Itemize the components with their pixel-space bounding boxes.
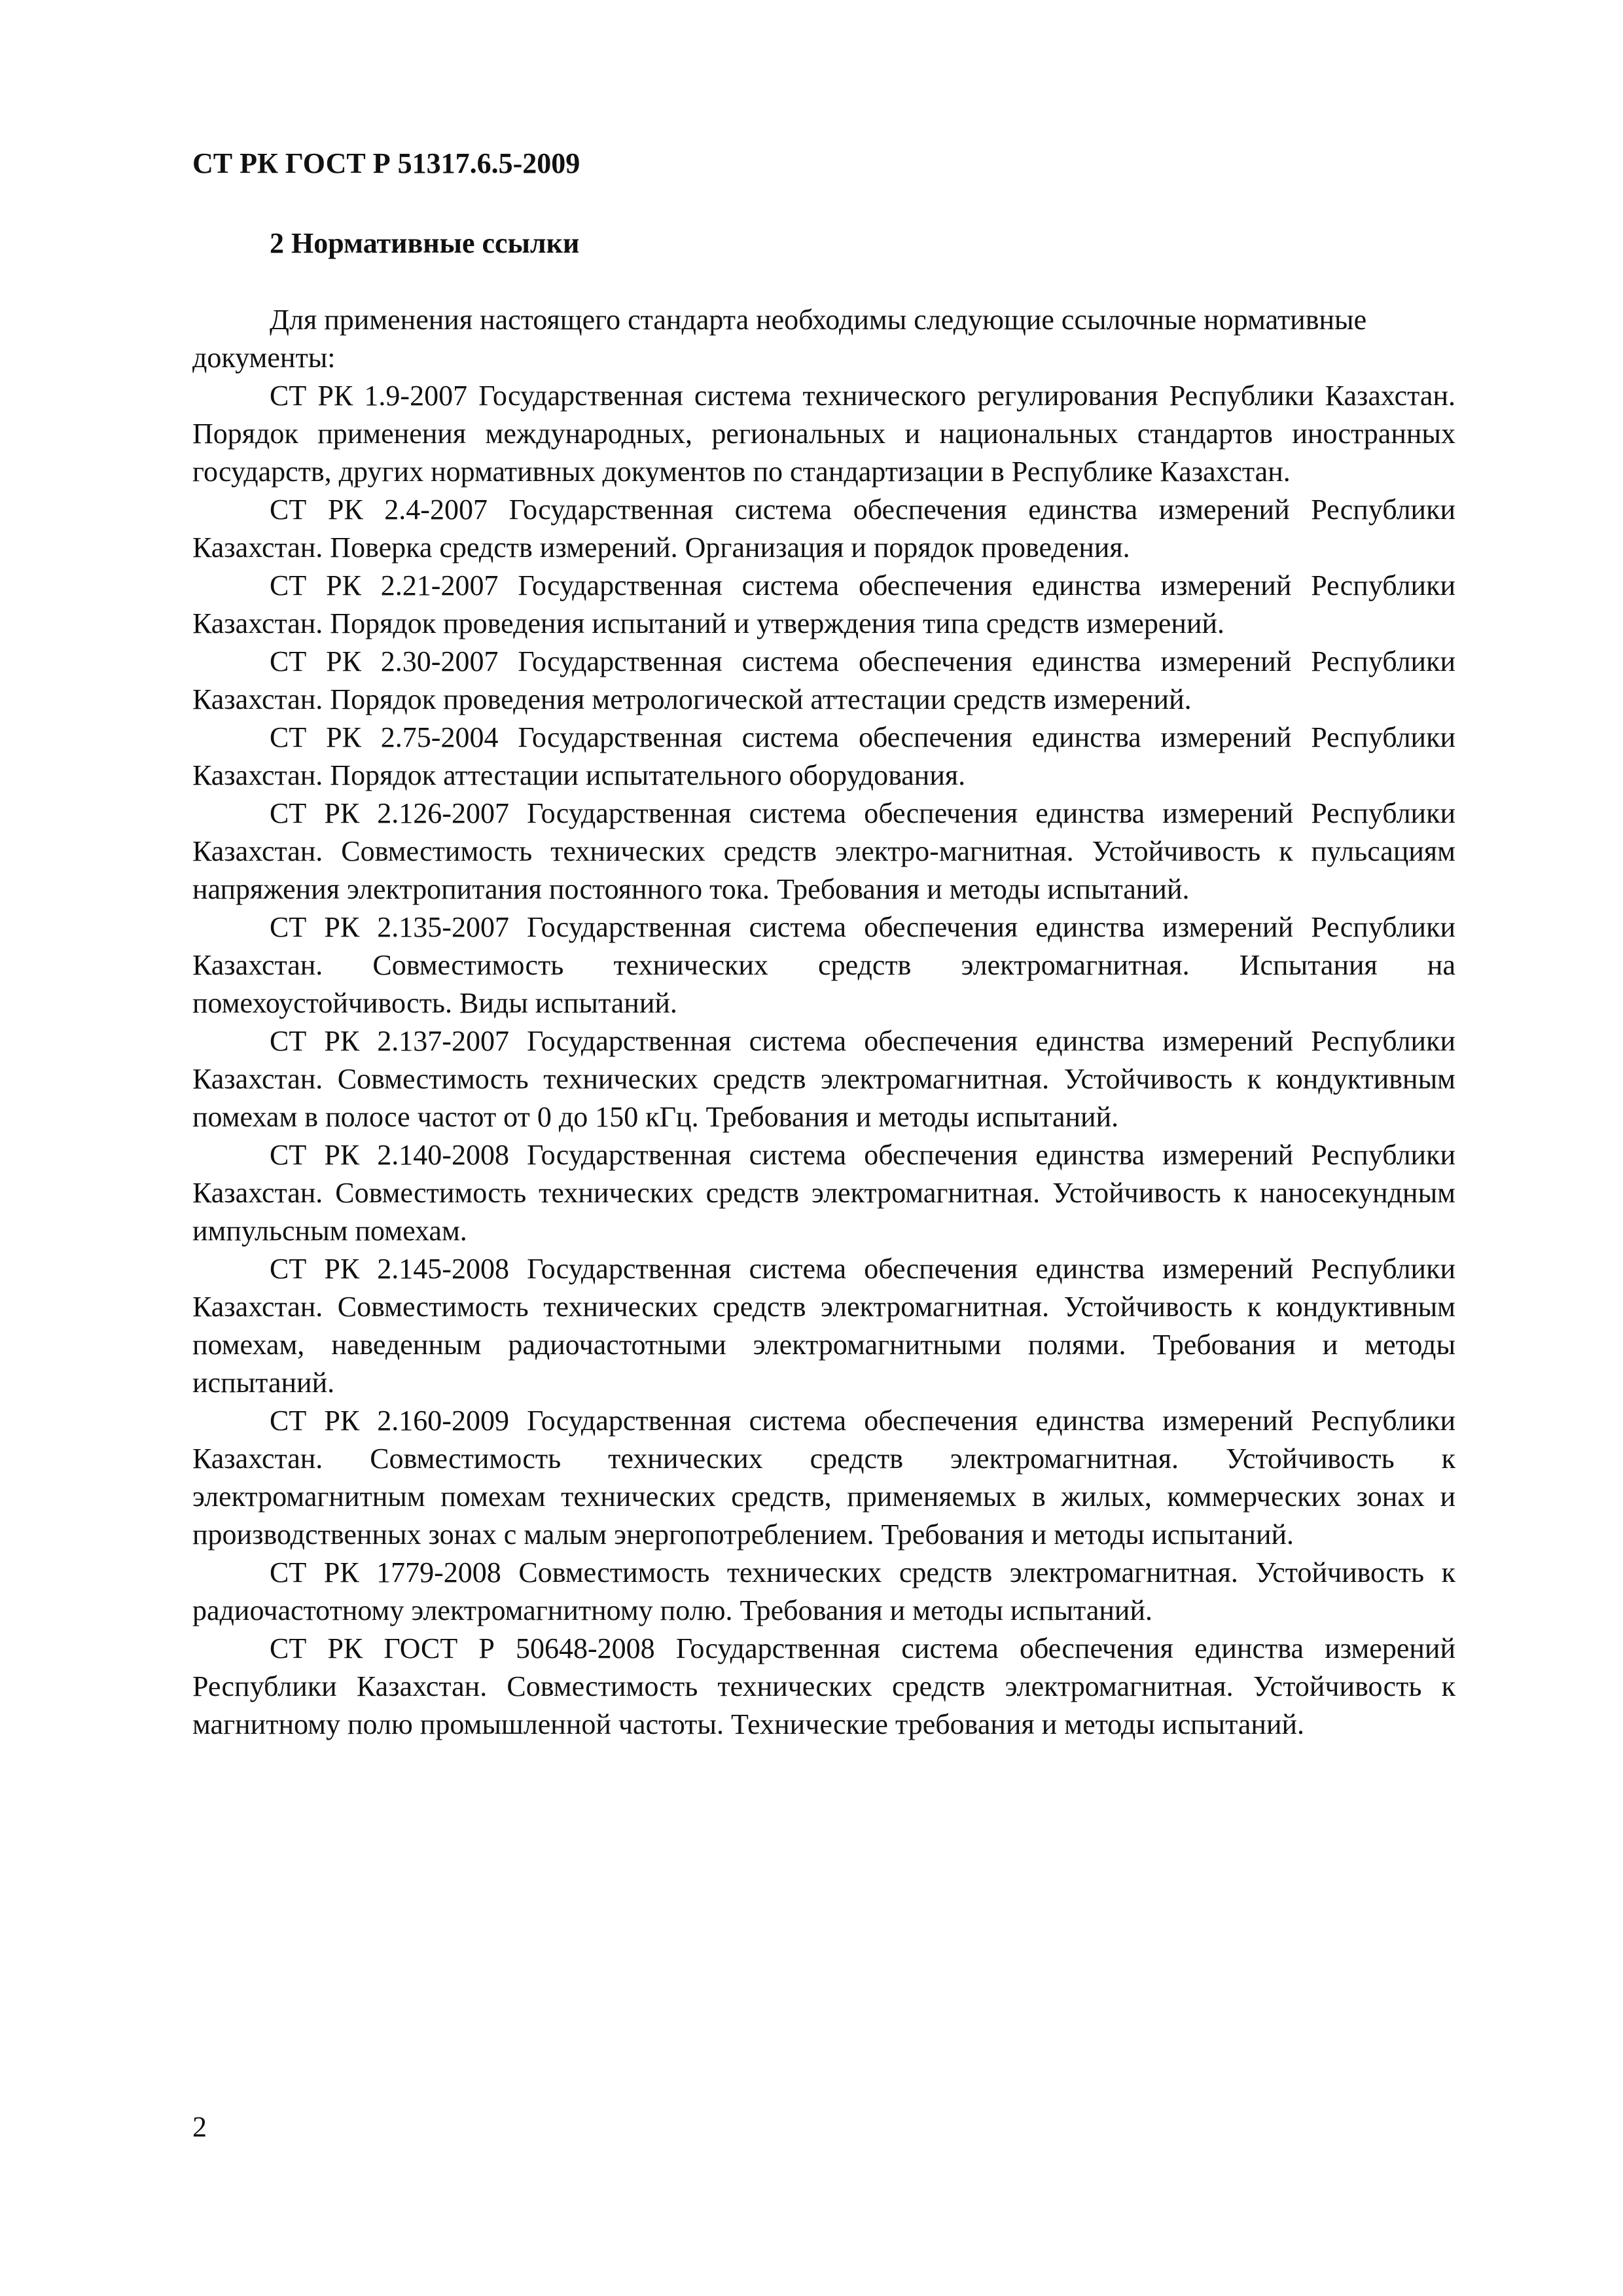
reference-st-rk-1779-2008: СТ РК 1779-2008 Совместимость технических средств электромагнитная. Устойчивость к радиочастотному электромагнитному полю. Требования и методы испытаний. — [192, 1556, 1455, 1626]
reference-st-rk-2-145-2008: СТ РК 2.145-2008 Государственная система обеспечения единства измерений Республики Казахстан. Совместимость технических средств электромагнитная. Устойчивость к кондуктивным помехам, наведенным радиочастотными электромагнитными полями. Требования и методы испытаний. — [192, 1253, 1455, 1399]
reference-st-rk-2-126-2007: СТ РК 2.126-2007 Государственная система обеспечения единства измерений Республики Казахстан. Совместимость технических средств электро-магнитная. Устойчивость к пульсациям напряжения электропитания постоянного тока. Требования и методы испытаний. — [192, 797, 1455, 905]
reference-st-rk-2-30-2007: СТ РК 2.30-2007 Государственная система обеспечения единства измерений Республики Казахстан. Порядок проведения метрологической аттестации средств измерений. — [192, 645, 1455, 715]
reference-st-rk-2-4-2007: СТ РК 2.4-2007 Государственная система обеспечения единства измерений Республики Казахстан. Поверка средств измерений. Организация и порядок проведения. — [192, 493, 1455, 564]
references-body — [192, 301, 1455, 1744]
document-code-header: СТ РК ГОСТ Р 51317.6.5-2009 — [192, 147, 580, 179]
reference-st-rk-2-21-2007: СТ РК 2.21-2007 Государственная система обеспечения единства измерений Республики Казахстан. Порядок проведения испытаний и утверждения типа средств измерений. — [192, 569, 1455, 639]
page-number: 2 — [192, 2111, 207, 2143]
section-title: 2 Нормативные ссылки — [270, 227, 580, 259]
reference-st-rk-1-9-2007: СТ РК 1.9-2007 Государственная система технического регулирования Республики Казахстан. Порядок применения международных, региональных и национальных стандартов иностранных государств, других нормативных документов по стандартизации в Республике Казахстан. — [192, 380, 1455, 488]
reference-st-rk-2-140-2008: СТ РК 2.140-2008 Государственная система обеспечения единства измерений Республики Казахстан. Совместимость технических средств электромагнитная. Устойчивость к наносекундным импульсным помехам. — [192, 1139, 1455, 1247]
reference-st-rk-2-137-2007: СТ РК 2.137-2007 Государственная система обеспечения единства измерений Республики Казахстан. Совместимость технических средств электромагнитная. Устойчивость к кондуктивным помехам в полосе частот от 0 до 150 кГц. Требования и методы испытаний. — [192, 1025, 1455, 1133]
reference-st-rk-2-135-2007: СТ РК 2.135-2007 Государственная система обеспечения единства измерений Республики Казахстан. Совместимость технических средств электромагнитная. Испытания на помехоустойчивость. Виды испытаний. — [192, 911, 1455, 1019]
reference-st-rk-gost-r-50648-2008: СТ РК ГОСТ Р 50648-2008 Государственная система обеспечения единства измерений Республики Казахстан. Совместимость технических средств электромагнитная. Устойчивость к магнитному полю промышленной частоты. Технические требования и методы испытаний. — [192, 1632, 1455, 1740]
reference-st-rk-2-160-2009: СТ РК 2.160-2009 Государственная система обеспечения единства измерений Республики Казахстан. Совместимость технических средств электромагнитная. Устойчивость к электромагнитным помехам технических средств, применяемых в жилых, коммерческих зонах и производственных зонах с малым энергопотреблением. Требования и методы испытаний. — [192, 1405, 1455, 1551]
intro-paragraph: Для применения настоящего стандарта необходимы следующие ссылочные нормативные документы: — [192, 304, 1367, 374]
reference-st-rk-2-75-2004: СТ РК 2.75-2004 Государственная система обеспечения единства измерений Республики Казахстан. Порядок аттестации испытательного оборудования. — [192, 721, 1455, 791]
